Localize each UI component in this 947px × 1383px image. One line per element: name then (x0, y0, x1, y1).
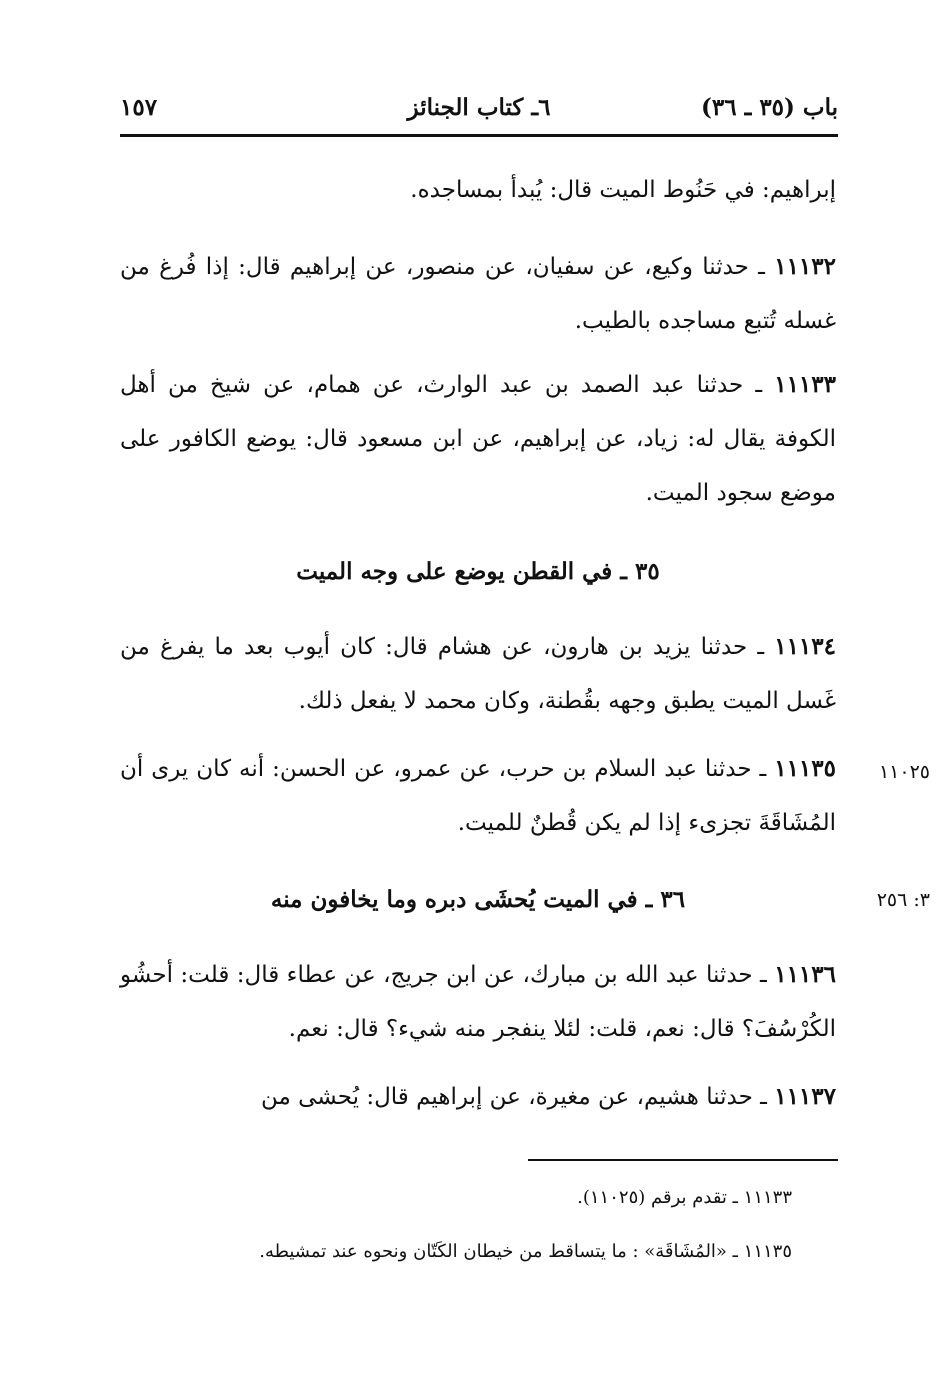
hadith-11136 (120, 948, 836, 1056)
hadith-number: ١١١٣٣ (774, 371, 836, 398)
hadith-number: ١١١٣٢ (774, 253, 836, 280)
hadith-text: ـ حدثنا وكيع، عن سفيان، عن منصور، عن إبراهيم قال: إذا فُرغ من غسله تُتبع مساجده بالطيب. (120, 254, 836, 334)
continued-paragraph (120, 163, 836, 217)
hadith-text: ـ حدثنا يزيد بن هارون، عن هشام قال: كان أيوب بعد ما يفرغ من غَسل الميت يطبق وجهه بقُطنة، وكان محمد لا يفعل ذلك. (120, 634, 836, 714)
running-header (120, 88, 838, 128)
hadith-11137 (120, 1070, 836, 1124)
hadith-11133 (120, 358, 836, 520)
footnote-11135: ١١١٣٥ ـ «المُشَاقَة» : ما يتساقط من خيطان الكَتّان ونحوه عند تمشيطه. (259, 1241, 792, 1262)
hadith-11134 (120, 620, 836, 728)
hadith-number: ١١١٣٥ (774, 755, 836, 782)
margin-volume-page: ٣: ٢٥٦ (876, 889, 930, 911)
header-rule (120, 134, 838, 137)
section-range: باب (٣٥ ـ ٣٦) (700, 94, 838, 121)
margin-cross-reference: ١١٠٢٥ (878, 761, 930, 783)
page-number: ١٥٧ (120, 94, 158, 121)
hadith-11132 (120, 240, 836, 348)
chapter-heading-36: ٣٦ ـ في الميت يُحشَى دبره وما يخافون منه (270, 886, 686, 913)
hadith-number: ١١١٣٧ (774, 1083, 836, 1110)
footnote-rule (528, 1159, 838, 1161)
book-title: ٦ـ كتاب الجنائز (407, 94, 551, 121)
hadith-number: ١١١٣٤ (774, 633, 836, 660)
footnote-11133: ١١١٣٣ ـ تقدم برقم (١١٠٢٥). (577, 1187, 792, 1208)
chapter-heading-35: ٣٥ ـ في القطن يوضع على وجه الميت (296, 558, 660, 585)
hadith-text: ـ حدثنا هشيم، عن مغيرة، عن إبراهيم قال: يُحشى من (260, 1084, 775, 1110)
hadith-text: ـ حدثنا عبد الله بن مبارك، عن ابن جريج، عن عطاء قال: قلت: أحشُو الكُرْسُفَ؟ قال: نعم، قلت: لئلا ينفجر منه شيء؟ قال: نعم. (120, 962, 836, 1042)
hadith-text: ـ حدثنا عبد السلام بن حرب، عن عمرو، عن الحسن: أنه كان يرى أن المُشَاقَةَ تجزىء إذا لم يكن قُطنٌ للميت. (120, 756, 836, 836)
hadith-text: ـ حدثنا عبد الصمد بن عبد الوارث، عن همام، عن شيخ من أهل الكوفة يقال له: زياد، عن إبراهيم، عن ابن مسعود قال: يوضع الكافور على موضع سجود الميت. (120, 372, 836, 506)
hadith-number: ١١١٣٦ (774, 961, 836, 988)
hadith-11135 (120, 742, 836, 850)
paragraph-text: إبراهيم: في حَنُوط الميت قال: يُبدأ بمساجده. (410, 177, 836, 203)
